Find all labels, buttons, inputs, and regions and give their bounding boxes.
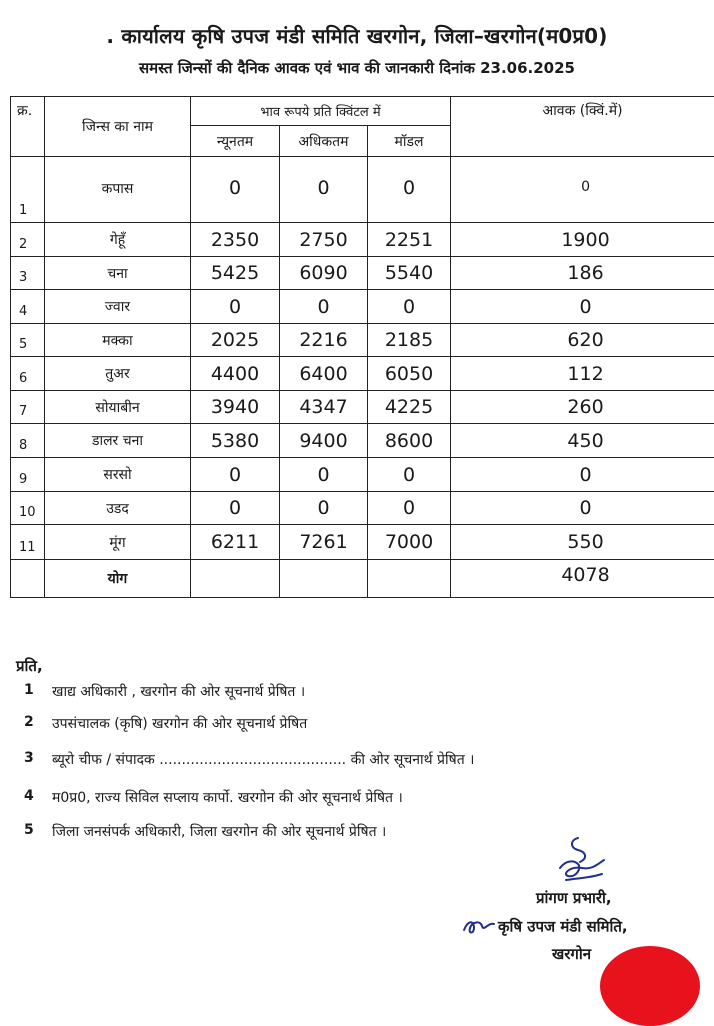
row-min-price: 2350 <box>191 223 280 257</box>
initials-scribble-icon <box>462 916 496 938</box>
row-arrival: 0 <box>451 290 714 324</box>
row-commodity: मूंग <box>45 525 191 560</box>
table-row <box>11 357 714 391</box>
signatory-place: खरगोन <box>552 944 591 964</box>
signatory-org <box>462 916 628 938</box>
row-max-price: 0 <box>280 492 368 525</box>
row-modal-price: 0 <box>368 458 451 492</box>
table-row <box>11 458 714 492</box>
row-min-price: 5380 <box>191 424 280 458</box>
distribution-item-text: जिला जनसंपर्क अधिकारी, जिला खरगोन की ओर सूचनार्थ प्रेषित । <box>52 822 386 841</box>
row-commodity: कपास <box>45 157 191 223</box>
report-title: समस्त जिन्सों की दैनिक आवक एवं भाव की जानकारी दिनांक 23.06.2025 <box>0 58 714 78</box>
price-arrival-table <box>10 96 714 598</box>
row-min-price: 5425 <box>191 257 280 290</box>
row-max-price: 2216 <box>280 324 368 357</box>
row-sn: 3 <box>11 257 45 290</box>
row-sn: 8 <box>11 424 45 458</box>
table-row <box>11 391 714 424</box>
row-commodity: चना <box>45 257 191 290</box>
signatory-title: प्रांगण प्रभारी, <box>536 888 612 908</box>
row-modal-price: 4225 <box>368 391 451 424</box>
row-arrival: 1900 <box>451 223 714 257</box>
row-max-price: 9400 <box>280 424 368 458</box>
row-modal-price: 8600 <box>368 424 451 458</box>
row-commodity: सोयाबीन <box>45 391 191 424</box>
row-modal-price: 0 <box>368 157 451 223</box>
row-arrival: 0 <box>451 157 714 223</box>
row-arrival: 620 <box>451 324 714 357</box>
row-modal-price: 2185 <box>368 324 451 357</box>
total-sn-cell <box>11 560 45 598</box>
table-row <box>11 290 714 324</box>
distribution-item-number: 2 <box>24 714 34 730</box>
col-header-price-group: भाव रूपये प्रति क्विंटल में <box>191 97 451 126</box>
row-min-price: 6211 <box>191 525 280 560</box>
total-modal-cell <box>368 560 451 598</box>
row-max-price: 4347 <box>280 391 368 424</box>
row-sn: 5 <box>11 324 45 357</box>
row-modal-price: 7000 <box>368 525 451 560</box>
row-max-price: 0 <box>280 458 368 492</box>
row-sn: 6 <box>11 357 45 391</box>
total-max-cell <box>280 560 368 598</box>
row-max-price: 0 <box>280 290 368 324</box>
row-commodity: डालर चना <box>45 424 191 458</box>
row-modal-price: 5540 <box>368 257 451 290</box>
row-min-price: 0 <box>191 458 280 492</box>
row-max-price: 7261 <box>280 525 368 560</box>
distribution-item-text: उपसंचालक (कृषि) खरगोन की ओर सूचनार्थ प्रेषित <box>52 714 307 733</box>
col-header-max: अधिकतम <box>280 126 368 157</box>
table-row <box>11 492 714 525</box>
office-title: . कार्यालय कृषि उपज मंडी समिति खरगोन, जिला–खरगोन(म0प्र0) <box>0 22 714 49</box>
row-sn: 10 <box>11 492 45 525</box>
row-arrival: 450 <box>451 424 714 458</box>
table-row <box>11 424 714 458</box>
row-arrival: 186 <box>451 257 714 290</box>
row-sn: 11 <box>11 525 45 560</box>
total-row <box>11 560 714 598</box>
distribution-item-number: 3 <box>24 750 34 766</box>
table-row <box>11 223 714 257</box>
distribution-item-text: ब्यूरो चीफ / संपादक .......................................... की ओर सूचनार्थ प्रेषित । <box>52 750 474 769</box>
row-sn: 4 <box>11 290 45 324</box>
row-min-price: 0 <box>191 492 280 525</box>
distribution-item-text: खाद्य अधिकारी , खरगोन की ओर सूचनार्थ प्रेषित । <box>52 682 305 701</box>
row-sn: 9 <box>11 458 45 492</box>
total-min-cell <box>191 560 280 598</box>
row-max-price: 0 <box>280 157 368 223</box>
row-arrival: 0 <box>451 492 714 525</box>
row-modal-price: 0 <box>368 290 451 324</box>
row-commodity: सरसो <box>45 458 191 492</box>
row-min-price: 2025 <box>191 324 280 357</box>
signature-mark <box>548 834 610 890</box>
row-modal-price: 2251 <box>368 223 451 257</box>
total-label: योग <box>45 560 191 598</box>
row-commodity: उडद <box>45 492 191 525</box>
row-sn: 1 <box>11 157 45 223</box>
row-sn: 2 <box>11 223 45 257</box>
col-header-modal: मॉडल <box>368 126 451 157</box>
signatory-org-text: कृषि उपज मंडी समिति, <box>498 918 628 936</box>
table-row <box>11 324 714 357</box>
row-modal-price: 0 <box>368 492 451 525</box>
total-arrival: 4078 <box>451 560 714 598</box>
row-commodity: मक्का <box>45 324 191 357</box>
distribution-heading: प्रति, <box>16 656 43 676</box>
col-header-commodity: जिन्स का नाम <box>45 97 191 157</box>
table-row <box>11 257 714 290</box>
col-header-arrival: आवक (क्विं.में) <box>451 97 714 157</box>
row-modal-price: 6050 <box>368 357 451 391</box>
row-arrival: 550 <box>451 525 714 560</box>
row-commodity: ज्वार <box>45 290 191 324</box>
distribution-item-number: 4 <box>24 788 34 804</box>
row-min-price: 4400 <box>191 357 280 391</box>
table-header-row <box>11 97 714 126</box>
row-commodity: गेहूँ <box>45 223 191 257</box>
red-seal-stamp <box>600 946 700 1026</box>
row-max-price: 2750 <box>280 223 368 257</box>
row-sn: 7 <box>11 391 45 424</box>
row-arrival: 112 <box>451 357 714 391</box>
table-row <box>11 525 714 560</box>
distribution-item-number: 1 <box>24 682 34 698</box>
row-arrival: 260 <box>451 391 714 424</box>
row-commodity: तुअर <box>45 357 191 391</box>
row-min-price: 0 <box>191 157 280 223</box>
row-min-price: 0 <box>191 290 280 324</box>
table-row <box>11 157 714 223</box>
distribution-item-text: म0प्र0, राज्य सिविल सप्लाय कार्पो. खरगोन की ओर सूचनार्थ प्रेषित । <box>52 788 403 807</box>
distribution-item-number: 5 <box>24 822 34 838</box>
row-max-price: 6090 <box>280 257 368 290</box>
col-header-min: न्यूनतम <box>191 126 280 157</box>
row-arrival: 0 <box>451 458 714 492</box>
row-min-price: 3940 <box>191 391 280 424</box>
col-header-sn: क्र. <box>11 97 45 157</box>
row-max-price: 6400 <box>280 357 368 391</box>
